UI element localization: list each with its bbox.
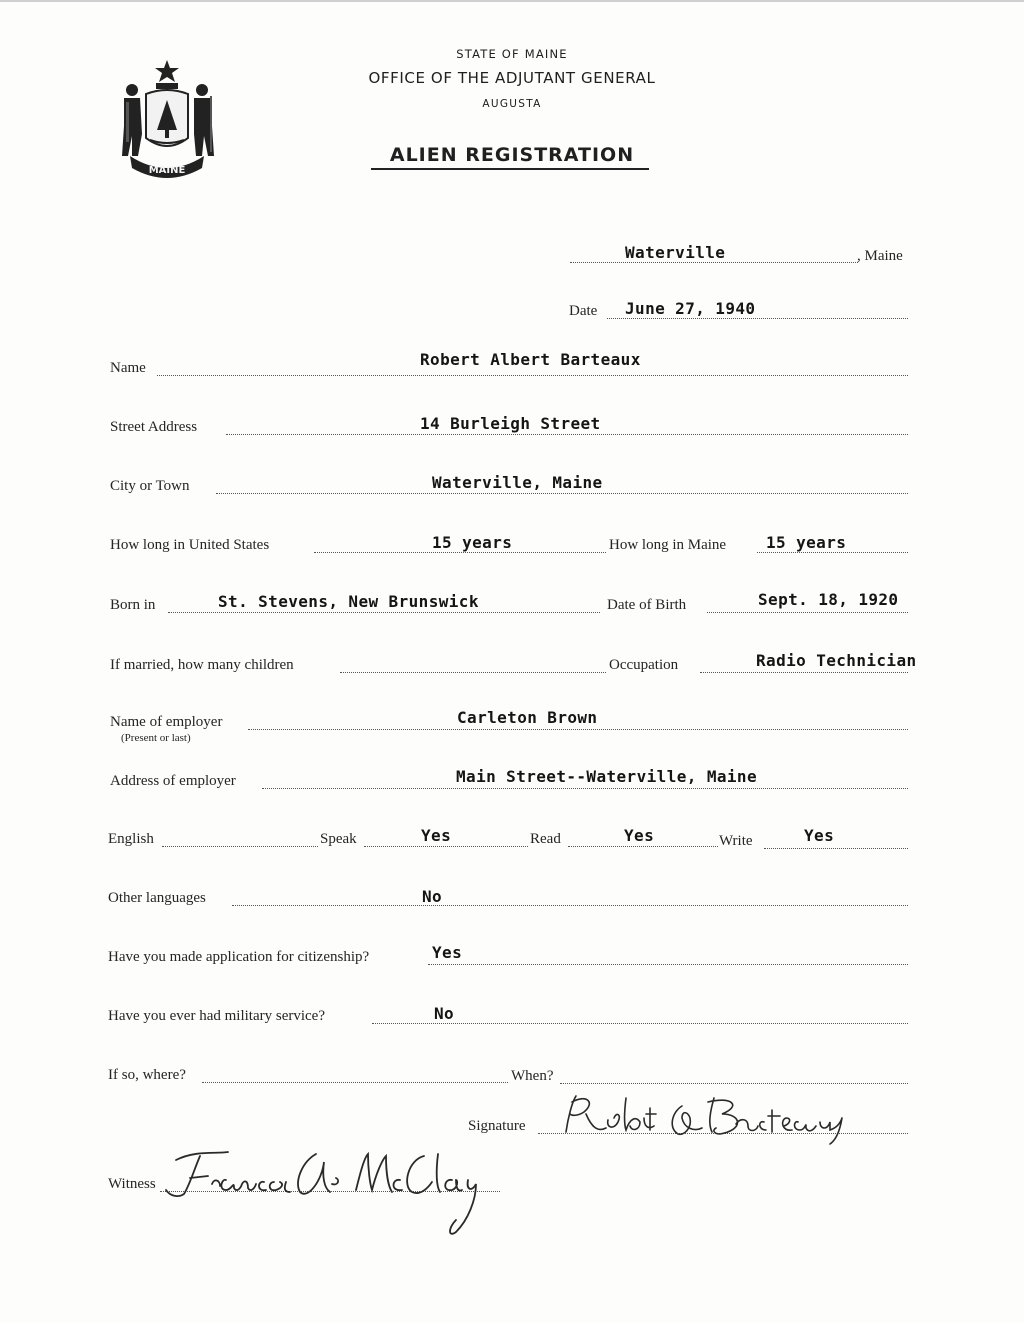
citizenship-label: Have you made application for citizenship? — [108, 949, 370, 965]
read-line — [568, 846, 718, 847]
us-years-label: How long in United States — [110, 537, 270, 553]
employer-label: Name of employer — [110, 714, 223, 730]
employer-address-value: Main Street--Waterville, Maine — [456, 767, 757, 786]
place-line — [570, 262, 858, 263]
military-value: No — [434, 1004, 455, 1023]
other-languages-line — [232, 905, 908, 906]
born-in-line — [168, 612, 600, 613]
other-languages-label: Other languages — [108, 890, 206, 906]
write-value: Yes — [804, 826, 835, 845]
military-label: Have you ever had military service? — [108, 1008, 325, 1024]
seal-text: MAINE — [148, 165, 186, 176]
read-value: Yes — [624, 826, 655, 845]
where-line — [202, 1082, 508, 1083]
street-line — [226, 434, 908, 435]
maine-years-value: 15 years — [766, 533, 847, 552]
occupation-line — [700, 672, 908, 673]
military-line — [372, 1023, 908, 1024]
witness-signature — [156, 1140, 486, 1240]
read-label: Read — [530, 831, 561, 847]
name-label: Name — [110, 360, 146, 376]
occupation-value: Radio Technician — [756, 651, 917, 670]
speak-line — [364, 846, 528, 847]
occupation-label: Occupation — [609, 657, 679, 673]
signature-label: Signature — [468, 1118, 526, 1134]
born-in-value: St. Stevens, New Brunswick — [218, 592, 479, 611]
employer-address-label: Address of employer — [110, 773, 236, 789]
title-underline — [371, 168, 649, 170]
write-line — [764, 848, 908, 849]
where-label: If so, where? — [108, 1067, 186, 1083]
maine-years-line — [757, 552, 908, 553]
dob-value: Sept. 18, 1920 — [758, 590, 899, 609]
when-label: When? — [511, 1068, 554, 1084]
maine-years-label: How long in Maine — [609, 537, 727, 553]
header-city: AUGUSTA — [482, 98, 542, 110]
speak-label: Speak — [320, 831, 357, 847]
street-value: 14 Burleigh Street — [420, 414, 601, 433]
date-line — [607, 318, 908, 319]
scan-edge — [0, 0, 1024, 2]
other-languages-value: No — [422, 887, 443, 906]
signature-text: Robert A. Barteaux — [536, 1088, 544, 1089]
us-years-value: 15 years — [432, 533, 513, 552]
name-line — [157, 375, 908, 376]
date-label: Date — [569, 303, 598, 319]
when-line — [560, 1083, 908, 1084]
employer-line — [248, 729, 908, 730]
us-years-line — [314, 552, 606, 553]
employer-value: Carleton Brown — [457, 708, 598, 727]
header-state: STATE OF MAINE — [456, 47, 568, 61]
witness-label: Witness — [108, 1176, 156, 1192]
city-value: Waterville, Maine — [432, 473, 603, 492]
born-in-label: Born in — [110, 597, 156, 613]
speak-value: Yes — [421, 826, 452, 845]
applicant-signature — [536, 1088, 866, 1148]
witness-text: Frances A. McClay — [156, 1140, 164, 1141]
place-suffix: , Maine — [857, 248, 903, 264]
children-line — [340, 672, 606, 673]
employer-sublabel: (Present or last) — [121, 732, 191, 744]
form-title: ALIEN REGISTRATION — [389, 144, 635, 166]
dob-line — [707, 612, 908, 613]
citizenship-line — [428, 964, 908, 965]
write-label: Write — [719, 833, 753, 849]
city-label: City or Town — [110, 478, 190, 494]
date-value: June 27, 1940 — [625, 299, 756, 318]
citizenship-value: Yes — [432, 943, 463, 962]
city-line — [216, 493, 908, 494]
english-line — [162, 846, 318, 847]
header-office: OFFICE OF THE ADJUTANT GENERAL — [368, 69, 656, 87]
employer-address-line — [262, 788, 908, 789]
street-label: Street Address — [110, 419, 198, 435]
children-label: If married, how many children — [110, 657, 294, 673]
dob-label: Date of Birth — [607, 597, 687, 613]
english-label: English — [108, 831, 154, 847]
place-value: Waterville — [625, 243, 726, 262]
name-value: Robert Albert Barteaux — [420, 350, 641, 369]
